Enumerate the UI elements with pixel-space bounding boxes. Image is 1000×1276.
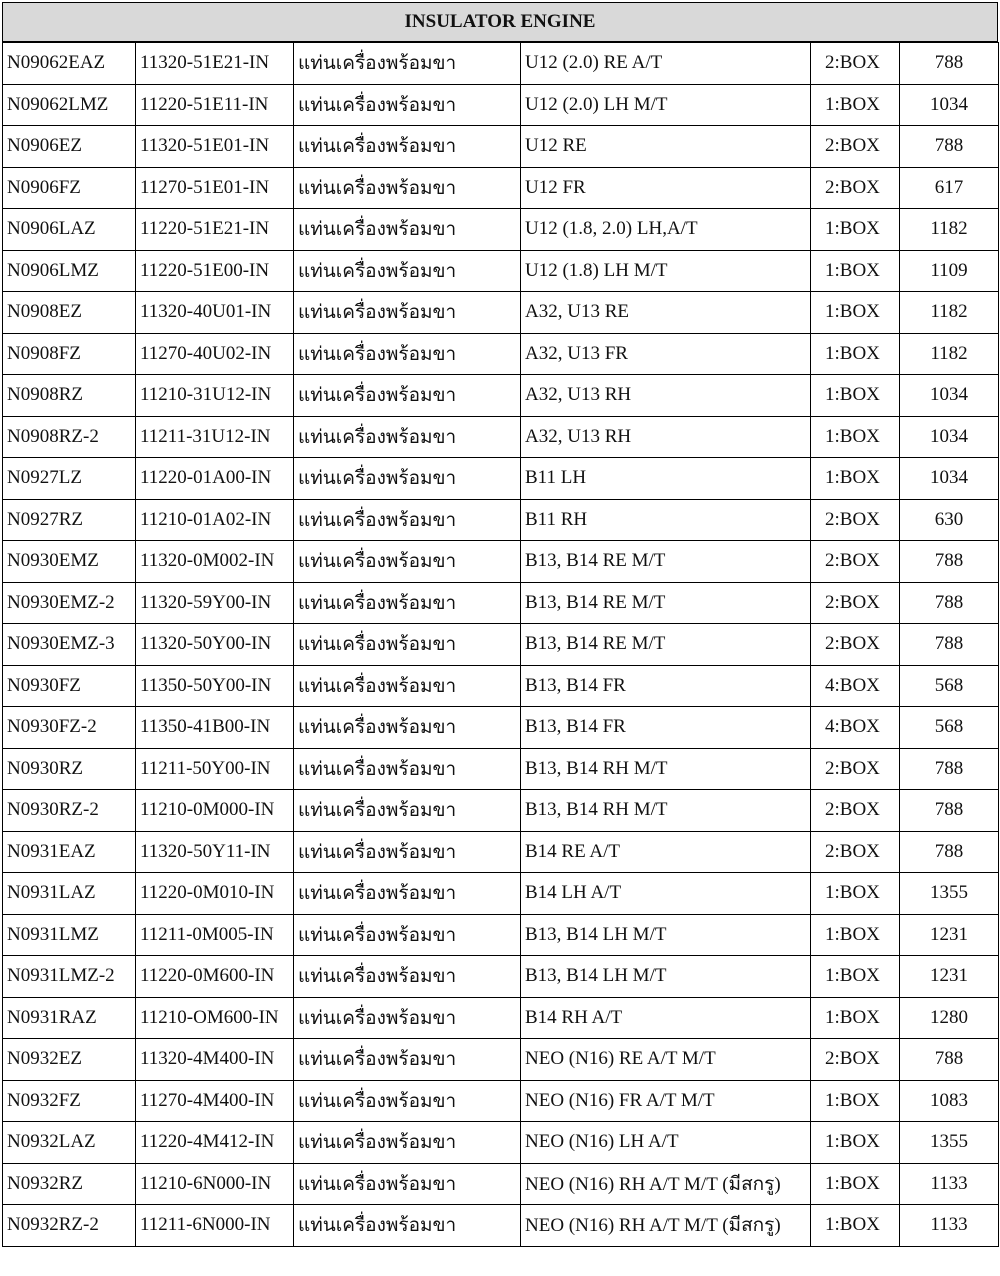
application-cell: U12 (1.8) LH M/T: [521, 250, 811, 292]
part-number-cell: N0908RZ-2: [3, 416, 136, 458]
description-cell: แท่นเครื่องพร้อมขา: [294, 1163, 521, 1205]
table-row: [3, 582, 999, 624]
table-row: [3, 1205, 999, 1247]
part-number-cell: N0930EMZ-2: [3, 582, 136, 624]
price-cell: 1231: [900, 914, 999, 956]
description-cell: แท่นเครื่องพร้อมขา: [294, 416, 521, 458]
price-cell: 1109: [900, 250, 999, 292]
part-number-cell: N0927RZ: [3, 499, 136, 541]
description-cell: แท่นเครื่องพร้อมขา: [294, 333, 521, 375]
application-cell: B13, B14 FR: [521, 707, 811, 749]
price-cell: 1083: [900, 1080, 999, 1122]
price-cell: 1182: [900, 209, 999, 251]
part-number-cell: N0931RAZ: [3, 997, 136, 1039]
description-cell: แท่นเครื่องพร้อมขา: [294, 831, 521, 873]
application-cell: B13, B14 LH M/T: [521, 914, 811, 956]
oem-number-cell: 11211-50Y00-IN: [136, 748, 294, 790]
price-cell: 1133: [900, 1205, 999, 1247]
pack-qty-cell: 2:BOX: [811, 790, 900, 832]
table-row: [3, 458, 999, 500]
part-number-cell: N0932FZ: [3, 1080, 136, 1122]
oem-number-cell: 11270-4M400-IN: [136, 1080, 294, 1122]
oem-number-cell: 11220-0M010-IN: [136, 873, 294, 915]
application-cell: B13, B14 RE M/T: [521, 624, 811, 666]
application-cell: B14 RE A/T: [521, 831, 811, 873]
description-cell: แท่นเครื่องพร้อมขา: [294, 43, 521, 85]
application-cell: B13, B14 RH M/T: [521, 748, 811, 790]
table-row: [3, 209, 999, 251]
part-number-cell: N0931LMZ: [3, 914, 136, 956]
table-row: [3, 43, 999, 85]
pack-qty-cell: 1:BOX: [811, 956, 900, 998]
price-cell: 1182: [900, 292, 999, 334]
pack-qty-cell: 1:BOX: [811, 1080, 900, 1122]
description-cell: แท่นเครื่องพร้อมขา: [294, 956, 521, 998]
application-cell: B13, B14 LH M/T: [521, 956, 811, 998]
oem-number-cell: 11211-0M005-IN: [136, 914, 294, 956]
oem-number-cell: 11320-0M002-IN: [136, 541, 294, 583]
pack-qty-cell: 1:BOX: [811, 416, 900, 458]
table-row: [3, 707, 999, 749]
description-cell: แท่นเครื่องพร้อมขา: [294, 209, 521, 251]
price-cell: 1034: [900, 375, 999, 417]
oem-number-cell: 11320-51E21-IN: [136, 43, 294, 85]
pack-qty-cell: 1:BOX: [811, 914, 900, 956]
price-cell: 1133: [900, 1163, 999, 1205]
description-cell: แท่นเครื่องพร้อมขา: [294, 375, 521, 417]
pack-qty-cell: 4:BOX: [811, 665, 900, 707]
pack-qty-cell: 2:BOX: [811, 831, 900, 873]
description-cell: แท่นเครื่องพร้อมขา: [294, 126, 521, 168]
description-cell: แท่นเครื่องพร้อมขา: [294, 84, 521, 126]
oem-number-cell: 11211-31U12-IN: [136, 416, 294, 458]
pack-qty-cell: 2:BOX: [811, 624, 900, 666]
price-cell: 568: [900, 707, 999, 749]
application-cell: A32, U13 FR: [521, 333, 811, 375]
pack-qty-cell: 2:BOX: [811, 126, 900, 168]
pack-qty-cell: 1:BOX: [811, 375, 900, 417]
price-cell: 1231: [900, 956, 999, 998]
part-number-cell: N0930EMZ: [3, 541, 136, 583]
price-cell: 788: [900, 790, 999, 832]
table-row: [3, 84, 999, 126]
price-cell: 788: [900, 748, 999, 790]
part-number-cell: N09062LMZ: [3, 84, 136, 126]
table-row: [3, 1122, 999, 1164]
part-number-cell: N0931LMZ-2: [3, 956, 136, 998]
table-row: [3, 665, 999, 707]
table-row: [3, 167, 999, 209]
application-cell: A32, U13 RH: [521, 416, 811, 458]
application-cell: NEO (N16) RH A/T M/T (มีสกรู): [521, 1205, 811, 1247]
parts-table: [2, 42, 999, 1247]
description-cell: แท่นเครื่องพร้อมขา: [294, 167, 521, 209]
part-number-cell: N0930RZ-2: [3, 790, 136, 832]
application-cell: B13, B14 FR: [521, 665, 811, 707]
part-number-cell: N09062EAZ: [3, 43, 136, 85]
part-number-cell: N0932LAZ: [3, 1122, 136, 1164]
price-cell: 568: [900, 665, 999, 707]
oem-number-cell: 11220-51E11-IN: [136, 84, 294, 126]
table-row: [3, 790, 999, 832]
part-number-cell: N0930FZ-2: [3, 707, 136, 749]
description-cell: แท่นเครื่องพร้อมขา: [294, 873, 521, 915]
oem-number-cell: 11210-6N000-IN: [136, 1163, 294, 1205]
part-number-cell: N0906LMZ: [3, 250, 136, 292]
price-cell: 1280: [900, 997, 999, 1039]
table-row: [3, 1080, 999, 1122]
part-number-cell: N0932RZ: [3, 1163, 136, 1205]
application-cell: B11 RH: [521, 499, 811, 541]
pack-qty-cell: 1:BOX: [811, 458, 900, 500]
table-row: [3, 250, 999, 292]
description-cell: แท่นเครื่องพร้อมขา: [294, 541, 521, 583]
table-row: [3, 541, 999, 583]
oem-number-cell: 11220-01A00-IN: [136, 458, 294, 500]
oem-number-cell: 11220-51E21-IN: [136, 209, 294, 251]
part-number-cell: N0908FZ: [3, 333, 136, 375]
application-cell: B14 RH A/T: [521, 997, 811, 1039]
pack-qty-cell: 1:BOX: [811, 209, 900, 251]
description-cell: แท่นเครื่องพร้อมขา: [294, 499, 521, 541]
price-cell: 1034: [900, 458, 999, 500]
description-cell: แท่นเครื่องพร้อมขา: [294, 707, 521, 749]
table-row: [3, 831, 999, 873]
application-cell: NEO (N16) FR A/T M/T: [521, 1080, 811, 1122]
price-cell: 788: [900, 541, 999, 583]
part-number-cell: N0906LAZ: [3, 209, 136, 251]
application-cell: B13, B14 RH M/T: [521, 790, 811, 832]
oem-number-cell: 11320-59Y00-IN: [136, 582, 294, 624]
pack-qty-cell: 2:BOX: [811, 1039, 900, 1081]
table-row: [3, 416, 999, 458]
pack-qty-cell: 1:BOX: [811, 997, 900, 1039]
price-cell: 1034: [900, 416, 999, 458]
pack-qty-cell: 1:BOX: [811, 1205, 900, 1247]
oem-number-cell: 11350-41B00-IN: [136, 707, 294, 749]
application-cell: NEO (N16) RH A/T M/T (มีสกรู): [521, 1163, 811, 1205]
oem-number-cell: 11210-01A02-IN: [136, 499, 294, 541]
table-row: [3, 333, 999, 375]
oem-number-cell: 11220-0M600-IN: [136, 956, 294, 998]
application-cell: U12 (1.8, 2.0) LH,A/T: [521, 209, 811, 251]
oem-number-cell: 11210-OM600-IN: [136, 997, 294, 1039]
description-cell: แท่นเครื่องพร้อมขา: [294, 1039, 521, 1081]
application-cell: B14 LH A/T: [521, 873, 811, 915]
pack-qty-cell: 1:BOX: [811, 292, 900, 334]
price-cell: 788: [900, 1039, 999, 1081]
part-number-cell: N0931EAZ: [3, 831, 136, 873]
application-cell: A32, U13 RE: [521, 292, 811, 334]
price-sheet: [2, 2, 998, 1247]
oem-number-cell: 11350-50Y00-IN: [136, 665, 294, 707]
table-row: [3, 499, 999, 541]
price-cell: 788: [900, 624, 999, 666]
description-cell: แท่นเครื่องพร้อมขา: [294, 582, 521, 624]
table-row: [3, 748, 999, 790]
oem-number-cell: 11210-31U12-IN: [136, 375, 294, 417]
price-cell: 1355: [900, 1122, 999, 1164]
oem-number-cell: 11320-51E01-IN: [136, 126, 294, 168]
pack-qty-cell: 1:BOX: [811, 1163, 900, 1205]
oem-number-cell: 11320-40U01-IN: [136, 292, 294, 334]
application-cell: U12 (2.0) LH M/T: [521, 84, 811, 126]
section-title: INSULATOR ENGINE: [2, 2, 998, 42]
price-cell: 788: [900, 831, 999, 873]
pack-qty-cell: 1:BOX: [811, 873, 900, 915]
oem-number-cell: 11210-0M000-IN: [136, 790, 294, 832]
part-number-cell: N0932EZ: [3, 1039, 136, 1081]
description-cell: แท่นเครื่องพร้อมขา: [294, 790, 521, 832]
description-cell: แท่นเครื่องพร้อมขา: [294, 665, 521, 707]
description-cell: แท่นเครื่องพร้อมขา: [294, 458, 521, 500]
table-row: [3, 624, 999, 666]
part-number-cell: N0908EZ: [3, 292, 136, 334]
pack-qty-cell: 2:BOX: [811, 748, 900, 790]
description-cell: แท่นเครื่องพร้อมขา: [294, 997, 521, 1039]
table-row: [3, 1039, 999, 1081]
table-row: [3, 873, 999, 915]
application-cell: A32, U13 RH: [521, 375, 811, 417]
oem-number-cell: 11220-4M412-IN: [136, 1122, 294, 1164]
part-number-cell: N0906FZ: [3, 167, 136, 209]
application-cell: B11 LH: [521, 458, 811, 500]
table-row: [3, 126, 999, 168]
application-cell: B13, B14 RE M/T: [521, 541, 811, 583]
price-cell: 788: [900, 582, 999, 624]
oem-number-cell: 11320-50Y11-IN: [136, 831, 294, 873]
table-row: [3, 914, 999, 956]
application-cell: B13, B14 RE M/T: [521, 582, 811, 624]
table-row: [3, 997, 999, 1039]
oem-number-cell: 11320-4M400-IN: [136, 1039, 294, 1081]
application-cell: NEO (N16) LH A/T: [521, 1122, 811, 1164]
table-row: [3, 956, 999, 998]
price-cell: 630: [900, 499, 999, 541]
price-cell: 788: [900, 126, 999, 168]
table-row: [3, 1163, 999, 1205]
oem-number-cell: 11270-51E01-IN: [136, 167, 294, 209]
oem-number-cell: 11220-51E00-IN: [136, 250, 294, 292]
pack-qty-cell: 2:BOX: [811, 167, 900, 209]
description-cell: แท่นเครื่องพร้อมขา: [294, 748, 521, 790]
pack-qty-cell: 1:BOX: [811, 1122, 900, 1164]
pack-qty-cell: 1:BOX: [811, 333, 900, 375]
description-cell: แท่นเครื่องพร้อมขา: [294, 624, 521, 666]
description-cell: แท่นเครื่องพร้อมขา: [294, 292, 521, 334]
application-cell: U12 RE: [521, 126, 811, 168]
part-number-cell: N0930FZ: [3, 665, 136, 707]
price-cell: 1355: [900, 873, 999, 915]
part-number-cell: N0931LAZ: [3, 873, 136, 915]
pack-qty-cell: 1:BOX: [811, 250, 900, 292]
description-cell: แท่นเครื่องพร้อมขา: [294, 250, 521, 292]
application-cell: U12 (2.0) RE A/T: [521, 43, 811, 85]
part-number-cell: N0908RZ: [3, 375, 136, 417]
description-cell: แท่นเครื่องพร้อมขา: [294, 1122, 521, 1164]
pack-qty-cell: 1:BOX: [811, 84, 900, 126]
table-row: [3, 292, 999, 334]
part-number-cell: N0930RZ: [3, 748, 136, 790]
part-number-cell: N0927LZ: [3, 458, 136, 500]
part-number-cell: N0930EMZ-3: [3, 624, 136, 666]
description-cell: แท่นเครื่องพร้อมขา: [294, 1080, 521, 1122]
application-cell: NEO (N16) RE A/T M/T: [521, 1039, 811, 1081]
pack-qty-cell: 4:BOX: [811, 707, 900, 749]
price-cell: 1034: [900, 84, 999, 126]
pack-qty-cell: 2:BOX: [811, 582, 900, 624]
oem-number-cell: 11270-40U02-IN: [136, 333, 294, 375]
part-number-cell: N0932RZ-2: [3, 1205, 136, 1247]
table-row: [3, 375, 999, 417]
oem-number-cell: 11320-50Y00-IN: [136, 624, 294, 666]
price-cell: 617: [900, 167, 999, 209]
oem-number-cell: 11211-6N000-IN: [136, 1205, 294, 1247]
price-cell: 1182: [900, 333, 999, 375]
pack-qty-cell: 2:BOX: [811, 499, 900, 541]
pack-qty-cell: 2:BOX: [811, 43, 900, 85]
application-cell: U12 FR: [521, 167, 811, 209]
part-number-cell: N0906EZ: [3, 126, 136, 168]
description-cell: แท่นเครื่องพร้อมขา: [294, 914, 521, 956]
price-cell: 788: [900, 43, 999, 85]
description-cell: แท่นเครื่องพร้อมขา: [294, 1205, 521, 1247]
pack-qty-cell: 2:BOX: [811, 541, 900, 583]
